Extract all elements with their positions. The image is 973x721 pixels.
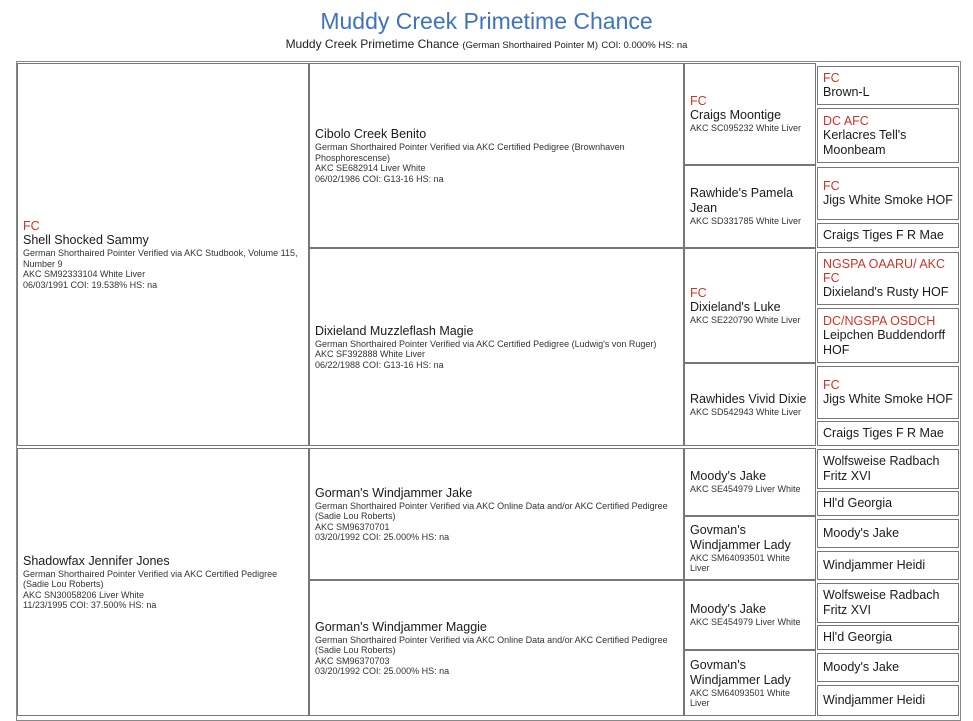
gen3-ancestor — [684, 248, 816, 363]
gen2-verify: German Shorthaired Pointer Verified via AKC Online Data and/or AKC Certified Pedigree (Sadie Lou Roberts) — [315, 634, 668, 655]
gen3-reg: AKC SE454979 Liver White — [690, 617, 801, 628]
gen3-reg: AKC SD331785 White Liver — [690, 216, 802, 227]
gen4-ancestor — [817, 653, 959, 682]
gen1-sire-verify: German Shorthaired Pointer Verified via AKC Studbook, Volume 115, Number 9 — [23, 248, 298, 269]
gen2-ancestor — [309, 248, 684, 446]
gen4-name: Leipchen Buddendorff HOF — [823, 327, 946, 357]
gen2-ancestor — [309, 448, 684, 580]
gen4-name: Jigs White Smoke HOF — [823, 193, 953, 207]
gen4-name: Jigs White Smoke HOF — [823, 392, 953, 406]
gen4-ancestor — [817, 223, 959, 248]
gen3-name: Rawhide's Pamela Jean — [690, 186, 794, 216]
gen3-name: Moody's Jake — [690, 602, 767, 617]
gen2-dob: 03/20/1992 COI: 25.000% HS: na — [315, 666, 450, 676]
gen1-dam-reg: AKC SN30058206 Liver White — [23, 589, 145, 600]
gen1-dam-dob: 11/23/1995 COI: 37.500% HS: na — [23, 600, 157, 610]
gen4-name: Craigs Tiges F R Mae — [823, 228, 944, 242]
gen2-reg: AKC SM96370701 — [315, 521, 390, 532]
gen2-verify: German Shorthaired Pointer Verified via AKC Certified Pedigree (Brownhaven Phosphorescense) — [315, 142, 625, 163]
gen3-reg: AKC SE454979 Liver White — [690, 484, 801, 495]
gen3-name: Dixieland's Luke — [690, 299, 781, 314]
gen3-ancestor — [684, 516, 816, 580]
gen3-ancestor — [684, 63, 816, 165]
gen3-ancestor — [684, 580, 816, 650]
gen2-dob: 03/20/1992 COI: 25.000% HS: na — [315, 532, 450, 542]
gen3-name: Govman's Windjammer Lady — [690, 657, 791, 687]
gen4-ancestor — [817, 519, 959, 548]
gen4-name: Wolfsweise Radbach Fritz XVI — [823, 588, 940, 617]
gen4-title: DC AFC — [823, 113, 869, 128]
gen2-name: Gorman's Windjammer Jake — [315, 485, 473, 500]
gen4-name: Dixieland's Rusty HOF — [823, 285, 949, 299]
gen4-title: FC — [823, 71, 840, 85]
gen4-ancestor — [817, 449, 959, 489]
gen2-ancestor — [309, 580, 684, 716]
gen2-dob: 06/22/1988 COI: G13-16 HS: na — [315, 359, 444, 370]
gen3-ancestor — [684, 165, 816, 248]
gen2-reg: AKC SM96370703 — [315, 655, 390, 666]
gen3-name: Moody's Jake — [690, 469, 767, 484]
gen3-ancestor — [684, 650, 816, 716]
gen1-dam — [17, 448, 309, 716]
gen3-title: FC — [690, 285, 707, 300]
gen4-name: Craigs Tiges F R Mae — [823, 426, 944, 440]
gen4-name: Moody's Jake — [823, 526, 900, 540]
gen1-sire-reg: AKC SM92333104 White Liver — [23, 269, 146, 279]
gen2-verify: German Shorthaired Pointer Verified via AKC Certified Pedigree (Ludwig's von Ruger) — [315, 338, 657, 349]
gen3-reg: AKC SC095232 White Liver — [690, 123, 802, 134]
gen3-name: Rawhides Vivid Dixie — [690, 391, 807, 406]
gen3-name: Craigs Moontige — [690, 108, 782, 123]
gen2-reg: AKC SF392888 White Liver — [315, 349, 426, 360]
gen4-ancestor — [817, 108, 959, 163]
subtitle-stats: COI: 0.000% HS: na — [601, 40, 688, 51]
gen3-ancestor — [684, 448, 816, 516]
gen3-reg: AKC SM64093501 White Liver — [690, 552, 791, 573]
page-subtitle — [0, 37, 973, 51]
gen4-title: DC/NGSPA OSDCH — [823, 313, 936, 328]
gen1-sire-dob: 06/03/1991 COI: 19.538% HS: na — [23, 279, 158, 290]
gen4-ancestor — [817, 491, 959, 516]
gen3-ancestor — [684, 363, 816, 446]
gen2-dob: 06/02/1986 COI: G13-16 HS: na — [315, 173, 444, 184]
gen3-reg: AKC SE220790 White Liver — [690, 314, 801, 325]
gen4-ancestor — [817, 421, 959, 446]
subtitle-dog-name: Muddy Creek Primetime Chance — [285, 37, 459, 51]
gen4-name: Wolfsweise Radbach Fritz XVI — [823, 454, 940, 483]
gen3-reg: AKC SM64093501 White Liver — [690, 687, 791, 708]
gen1-sire-title: FC — [23, 219, 40, 233]
gen4-ancestor — [817, 66, 959, 105]
gen4-name: Kerlacres Tell's Moonbeam — [823, 127, 907, 157]
gen4-name: Hl'd Georgia — [823, 630, 893, 644]
gen4-ancestor — [817, 308, 959, 363]
gen4-ancestor — [817, 252, 959, 305]
gen2-name: Cibolo Creek Benito — [315, 127, 427, 141]
gen4-ancestor — [817, 167, 959, 220]
gen4-name: Hl'd Georgia — [823, 496, 893, 510]
gen4-name: Brown-L — [823, 85, 870, 99]
gen4-name: Windjammer Heidi — [823, 558, 926, 572]
gen3-name: Govman's Windjammer Lady — [690, 522, 791, 552]
gen4-title: FC — [823, 378, 840, 392]
gen4-ancestor — [817, 685, 959, 716]
gen2-verify: German Shorthaired Pointer Verified via AKC Online Data and/or AKC Certified Pedigree (Sadie Lou Roberts) — [315, 500, 668, 521]
gen1-dam-name: Shadowfax Jennifer Jones — [23, 553, 170, 568]
gen4-title: NGSPA OAARU/ AKC FC — [823, 257, 946, 285]
gen4-title: FC — [823, 179, 840, 193]
gen1-sire — [17, 63, 309, 446]
gen4-name: Moody's Jake — [823, 660, 900, 674]
gen2-name: Gorman's Windjammer Maggie — [315, 619, 487, 634]
page-title: Muddy Creek Primetime Chance — [320, 8, 653, 34]
subtitle-breed: (German Shorthaired Pointer M) — [462, 40, 599, 51]
gen2-ancestor — [309, 63, 684, 248]
gen3-reg: AKC SD542943 White Liver — [690, 406, 802, 417]
gen1-sire-name: Shell Shocked Sammy — [23, 233, 149, 247]
gen4-ancestor — [817, 625, 959, 650]
gen3-title: FC — [690, 94, 707, 109]
gen4-name: Windjammer Heidi — [823, 693, 926, 707]
gen4-ancestor — [817, 583, 959, 623]
gen2-reg: AKC SE682914 Liver White — [315, 163, 426, 173]
gen2-name: Dixieland Muzzleflash Magie — [315, 323, 474, 338]
gen4-ancestor — [817, 551, 959, 580]
gen1-dam-verify: German Shorthaired Pointer Verified via AKC Certified Pedigree (Sadie Lou Roberts) — [23, 568, 278, 589]
gen4-ancestor — [817, 366, 959, 419]
